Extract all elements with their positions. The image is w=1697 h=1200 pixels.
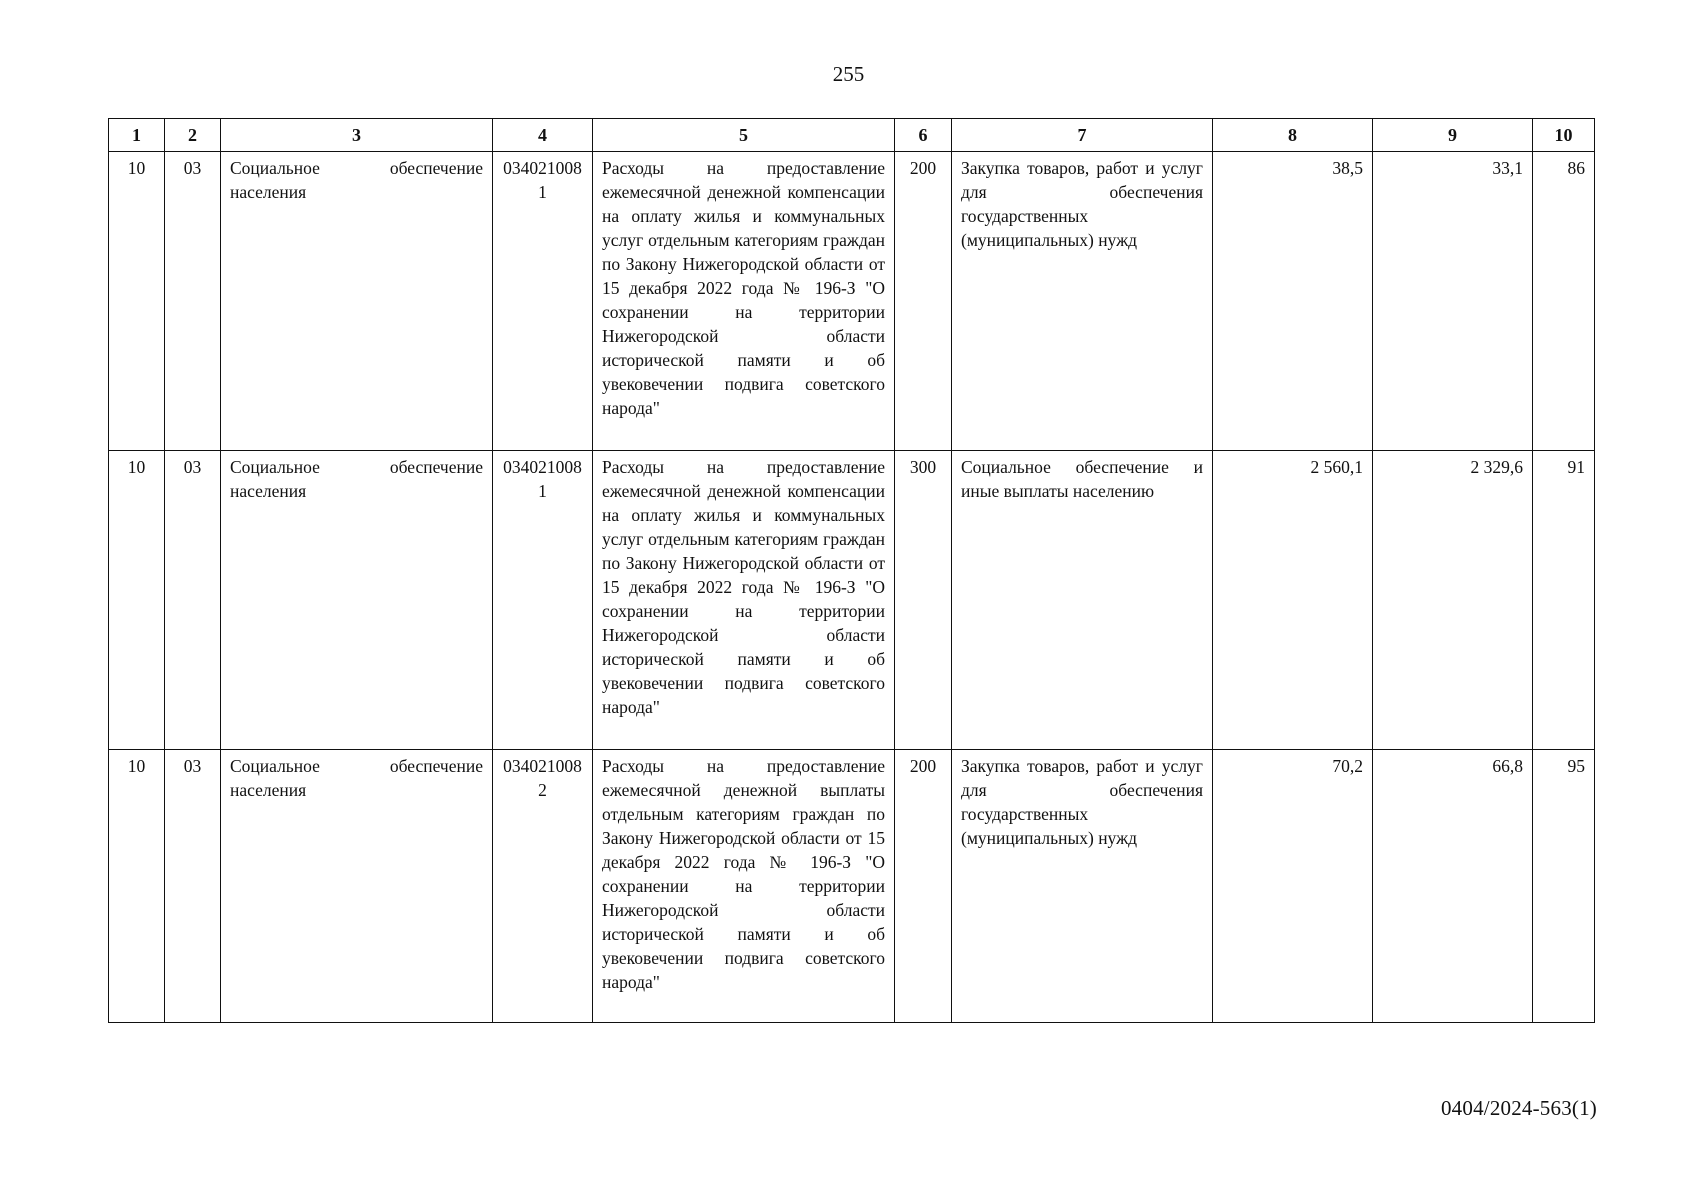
expense-type-name-cell: Социальное обеспечение и иные выплаты населению bbox=[952, 451, 1213, 750]
percent-cell: 91 bbox=[1533, 451, 1595, 750]
column-header: 6 bbox=[895, 119, 952, 152]
subsection-cell: 03 bbox=[165, 451, 221, 750]
table-row bbox=[109, 152, 1595, 451]
section-cell: 10 bbox=[109, 152, 165, 451]
amount-plan-cell: 2 560,1 bbox=[1213, 451, 1373, 750]
section-cell: 10 bbox=[109, 750, 165, 1023]
table-row bbox=[109, 750, 1595, 1023]
amount-actual-cell: 33,1 bbox=[1373, 152, 1533, 451]
amount-actual-cell: 2 329,6 bbox=[1373, 451, 1533, 750]
table-row bbox=[109, 451, 1595, 750]
column-header: 7 bbox=[952, 119, 1213, 152]
expense-type-name-cell: Закупка товаров, работ и услуг для обеспечения государственных (муниципальных) нужд bbox=[952, 750, 1213, 1023]
target-code-cell: 0340210082 bbox=[493, 750, 593, 1023]
expense-description-cell: Расходы на предоставление ежемесячной денежной выплаты отдельным категориям граждан по Закону Нижегородской области от 15 декабря 2022 года № 196-З "О сохранении на территории Нижегородской области исторической памяти и об увековечении подвига советского народа" bbox=[593, 750, 895, 1023]
expense-type-name-cell: Закупка товаров, работ и услуг для обеспечения государственных (муниципальных) нужд bbox=[952, 152, 1213, 451]
amount-actual-cell: 66,8 bbox=[1373, 750, 1533, 1023]
column-header: 1 bbox=[109, 119, 165, 152]
expense-type-code-cell: 300 bbox=[895, 451, 952, 750]
subsection-cell: 03 bbox=[165, 152, 221, 451]
column-header: 10 bbox=[1533, 119, 1595, 152]
percent-cell: 86 bbox=[1533, 152, 1595, 451]
target-code-cell: 0340210081 bbox=[493, 451, 593, 750]
page-number: 255 bbox=[832, 62, 865, 86]
section-cell: 10 bbox=[109, 451, 165, 750]
column-header: 2 bbox=[165, 119, 221, 152]
section-name-cell: Социальное обеспечение населения bbox=[221, 152, 493, 451]
expense-description-cell: Расходы на предоставление ежемесячной денежной компенсации на оплату жилья и коммунальных услуг отдельным категориям граждан по Закону Нижегородской области от 15 декабря 2022 года № 196-З "О сохранении на территории Нижегородской области исторической памяти и об увековечении подвига советского народа" bbox=[593, 152, 895, 451]
expense-type-code-cell: 200 bbox=[895, 750, 952, 1023]
subsection-cell: 03 bbox=[165, 750, 221, 1023]
column-header: 4 bbox=[493, 119, 593, 152]
column-header: 9 bbox=[1373, 119, 1533, 152]
document-code: 0404/2024-563(1) bbox=[1440, 1096, 1597, 1120]
header-row bbox=[109, 119, 1595, 152]
amount-plan-cell: 70,2 bbox=[1213, 750, 1373, 1023]
section-name-cell: Социальное обеспечение населения bbox=[221, 451, 493, 750]
column-header: 3 bbox=[221, 119, 493, 152]
column-header: 8 bbox=[1213, 119, 1373, 152]
section-name-cell: Социальное обеспечение населения bbox=[221, 750, 493, 1023]
target-code-cell: 0340210081 bbox=[493, 152, 593, 451]
percent-cell: 95 bbox=[1533, 750, 1595, 1023]
expense-type-code-cell: 200 bbox=[895, 152, 952, 451]
amount-plan-cell: 38,5 bbox=[1213, 152, 1373, 451]
column-header: 5 bbox=[593, 119, 895, 152]
expense-description-cell: Расходы на предоставление ежемесячной денежной компенсации на оплату жилья и коммунальных услуг отдельным категориям граждан по Закону Нижегородской области от 15 декабря 2022 года № 196-З "О сохранении на территории Нижегородской области исторической памяти и об увековечении подвига советского народа" bbox=[593, 451, 895, 750]
budget-table bbox=[108, 118, 1595, 1023]
